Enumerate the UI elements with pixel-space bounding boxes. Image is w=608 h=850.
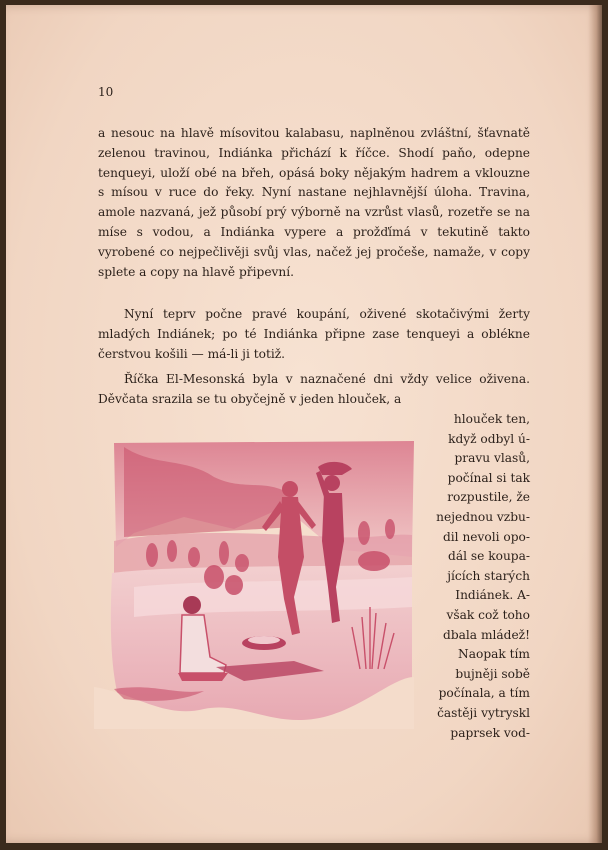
- side-line: počínal si tak: [447, 470, 530, 485]
- page-spine-shadow: [588, 5, 602, 843]
- paragraph-2: [98, 305, 530, 364]
- side-line: hlouček ten,: [453, 412, 530, 426]
- side-line: pravu vlasů,: [454, 451, 530, 466]
- side-line: dál se koupa-: [448, 549, 530, 564]
- side-line: častěji vytryskl: [437, 705, 530, 720]
- side-line: nejednou vzbu-: [436, 509, 530, 524]
- side-line: rozpustile, že: [447, 490, 530, 505]
- side-line: počínala, a tím: [438, 686, 530, 701]
- paragraph-2-text: Nyní teprv počne pravé koupání, oživené skotačivými žerty mladých Indiánek; po té Indiánka připne zase tenqueyi a oblékne čerstvou košili — má-li ji totiž.: [98, 307, 530, 361]
- paragraph-3-text: Říčka El-Mesonská byla v naznačené dni vždy velice oživena. Děvčata srazila se tu obyčejně v jeden hlouček, a: [98, 372, 530, 406]
- paragraph-1-text: a nesouc na hlavě mísovitou kalabasu, naplněnou zvláštní, šťavnatě zelenou travinou, Indiánka přichází k říčce. Shodí paňo, odepne tenqueyi, uloží obé na břeh, opásá boky nějakým hadrem a vklouzne s mísou v ruce do řeky. Nyní nastane nejhlavnější úloha. Travina, amole nazvaná, jež působí prý výborně na vzrůst vlasů, rozetře se na míse s vodou, a Indiánka vypere a prožďímá v tekutině takto vyrobené co nejpečlivěji svůj vlas, načež jej pročeše, namaže, v copy splete a copy na hlavě připevní.: [98, 126, 530, 279]
- bathing-scene-illustration: [94, 437, 414, 729]
- side-line: Indiánek. A-: [455, 588, 530, 603]
- side-line: dbala mládež!: [443, 627, 530, 642]
- paragraph-3: [98, 370, 530, 410]
- side-line: dil nevoli opo-: [442, 529, 530, 544]
- page-number: 10: [98, 85, 114, 99]
- side-line: bujněji sobě: [455, 666, 530, 681]
- side-line: jících starých: [447, 568, 530, 583]
- side-column-text: [420, 410, 530, 743]
- side-line: Naopak tím: [458, 647, 530, 662]
- paragraph-1: [98, 124, 530, 282]
- side-line: však což toho: [446, 607, 530, 622]
- side-line: když odbyl ú-: [448, 431, 530, 446]
- side-line: paprsek vod-: [450, 725, 530, 740]
- book-page: [6, 5, 602, 843]
